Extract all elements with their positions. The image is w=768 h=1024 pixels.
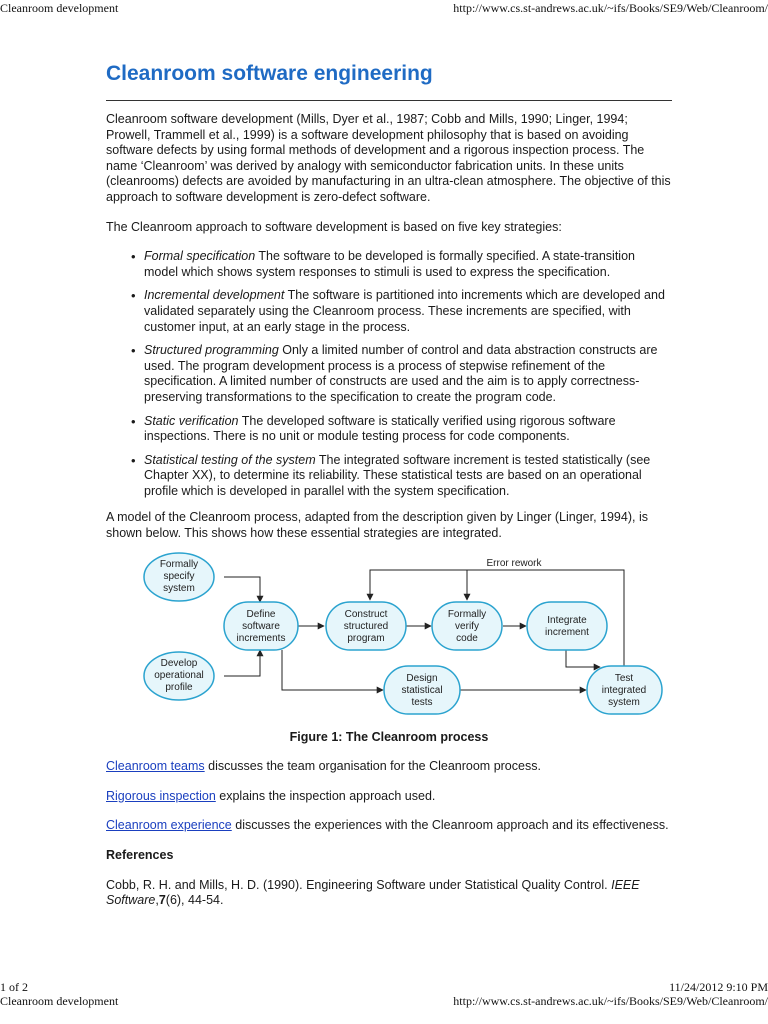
node-label: integrated	[601, 684, 647, 696]
node-label: system	[163, 582, 195, 594]
reference-entry	[106, 878, 672, 909]
model-intro: A model of the Cleanroom process, adapted from the description given by Linger (Linger, 1994), is shown below. This shows how these essential strategies are integrated.	[106, 510, 648, 541]
link-paragraph	[106, 789, 672, 805]
footer-page-count: 1 of 2	[0, 980, 28, 994]
article	[106, 60, 672, 909]
header-url: http://www.cs.st-andrews.ac.uk/~ifs/Books/SE9/Web/Cleanroom/	[453, 1, 768, 15]
strategy-term: Static verification	[144, 413, 239, 428]
strategy-text: Only a limited number of control and data abstraction constructs are used. The program development process is a process of stepwise refinement of the specification. A limited number of constructs are used and the aim is to apply correctness-preserving transformations to the specification to create the program code.	[144, 343, 658, 404]
list-item	[144, 343, 672, 405]
strategies-list	[106, 249, 672, 499]
node-label: profile	[165, 681, 193, 693]
node-label: system	[608, 696, 640, 708]
header-title: Cleanroom development	[0, 1, 119, 15]
node-label: increment	[545, 626, 589, 638]
cleanroom-teams-link[interactable]: Cleanroom teams	[106, 759, 205, 774]
page-title: Cleanroom software engineering	[106, 60, 672, 101]
list-item	[144, 249, 672, 280]
error-rework-label: Error rework	[486, 557, 542, 569]
strategy-term: Incremental development	[144, 288, 285, 303]
list-item	[144, 288, 672, 335]
node-label: statistical	[401, 684, 443, 696]
intro-paragraph: Cleanroom software development (Mills, Dyer et al., 1987; Cobb and Mills, 1990; Linger, 1994; Prowell, Trammell et al., 1999) is a software development philosophy that is based on avoiding software defects by using formal methods of development and a rigorous inspection process. The name ‘Cleanroom’ was derived by analogy with semiconductor fabrication units. In these units (cleanrooms) defects are avoided by manufacturing in an ultra-clean atmosphere. The objective of this approach to software development is zero-defect software.	[106, 112, 671, 204]
node-label: Develop	[160, 657, 198, 669]
node-label: operational	[154, 669, 204, 681]
arrow-integrate-to-test	[566, 650, 600, 667]
node-label: Define	[246, 608, 276, 620]
footer-title: Cleanroom development	[0, 994, 119, 1008]
link-description: discusses the team organisation for the Cleanroom process.	[204, 759, 541, 774]
node-label: Test	[614, 672, 634, 684]
ref-journal: IEEE Software	[106, 877, 640, 908]
ref-pages: (6), 44-54.	[165, 893, 224, 908]
node-label: Formally	[447, 608, 487, 620]
strategy-term: Structured programming	[144, 343, 279, 358]
arrow-define-to-design	[282, 650, 383, 690]
node-label: program	[347, 632, 385, 644]
node-label: Formally	[159, 558, 199, 570]
node-label: code	[456, 632, 478, 644]
list-item	[144, 453, 672, 500]
node-label: increments	[236, 632, 286, 644]
rigorous-inspection-link[interactable]: Rigorous inspection	[106, 788, 216, 803]
link-paragraph	[106, 759, 672, 775]
node-label: Design	[406, 672, 438, 684]
diagram-svg	[106, 552, 672, 724]
figure-caption: Figure 1: The Cleanroom process	[289, 729, 489, 744]
ref-volume: 7	[158, 893, 166, 908]
references-heading: References	[106, 848, 174, 863]
ref-authors-title: Cobb, R. H. and Mills, H. D. (1990). Engineering Software under Statistical Quality Control.	[106, 877, 612, 892]
node-label: specify	[163, 570, 195, 582]
node-label: Integrate	[547, 614, 587, 626]
footer-datetime: 11/24/2012 9:10 PM	[669, 980, 768, 994]
ref-comma: ,	[155, 893, 159, 908]
node-label: software	[242, 620, 280, 632]
node-label: structured	[343, 620, 389, 632]
cleanroom-experience-link[interactable]: Cleanroom experience	[106, 818, 232, 833]
link-paragraph	[106, 818, 672, 834]
arrow-profile-to-define	[224, 650, 260, 676]
node-label: tests	[411, 696, 433, 708]
strategy-text: The integrated software increment is tested statistically (see Chapter XX), to determine its reliability. These statistical tests are based on an operational profile which is developed in parallel with the system specification.	[144, 452, 651, 498]
strategies-lead: The Cleanroom approach to software development is based on five key strategies:	[106, 219, 562, 234]
arrow-specify-to-define	[224, 577, 260, 602]
node-label: Construct	[344, 608, 388, 620]
strategy-term: Statistical testing of the system	[144, 452, 316, 467]
strategy-term: Formal specification	[144, 249, 256, 264]
strategy-text: The software is partitioned into increments which are developed and validated separately using the Cleanroom process. These increments are specified, with customer input, at an early stage in the process.	[144, 288, 665, 334]
strategy-text: The software to be developed is formally specified. A state-transition model which shows system responses to stimuli is used to express the specification.	[144, 249, 635, 279]
strategy-text: The developed software is statically verified using rigorous software inspections. There is no unit or module testing process for code components.	[144, 413, 616, 444]
cleanroom-process-diagram	[106, 552, 672, 724]
link-description: discusses the experiences with the Cleanroom approach and its effectiveness.	[231, 818, 669, 833]
node-integrate	[527, 602, 607, 650]
list-item	[144, 414, 672, 445]
node-label: verify	[455, 620, 479, 632]
link-description: explains the inspection approach used.	[215, 788, 436, 803]
footer-url: http://www.cs.st-andrews.ac.uk/~ifs/Books/SE9/Web/Cleanroom/	[453, 994, 768, 1008]
